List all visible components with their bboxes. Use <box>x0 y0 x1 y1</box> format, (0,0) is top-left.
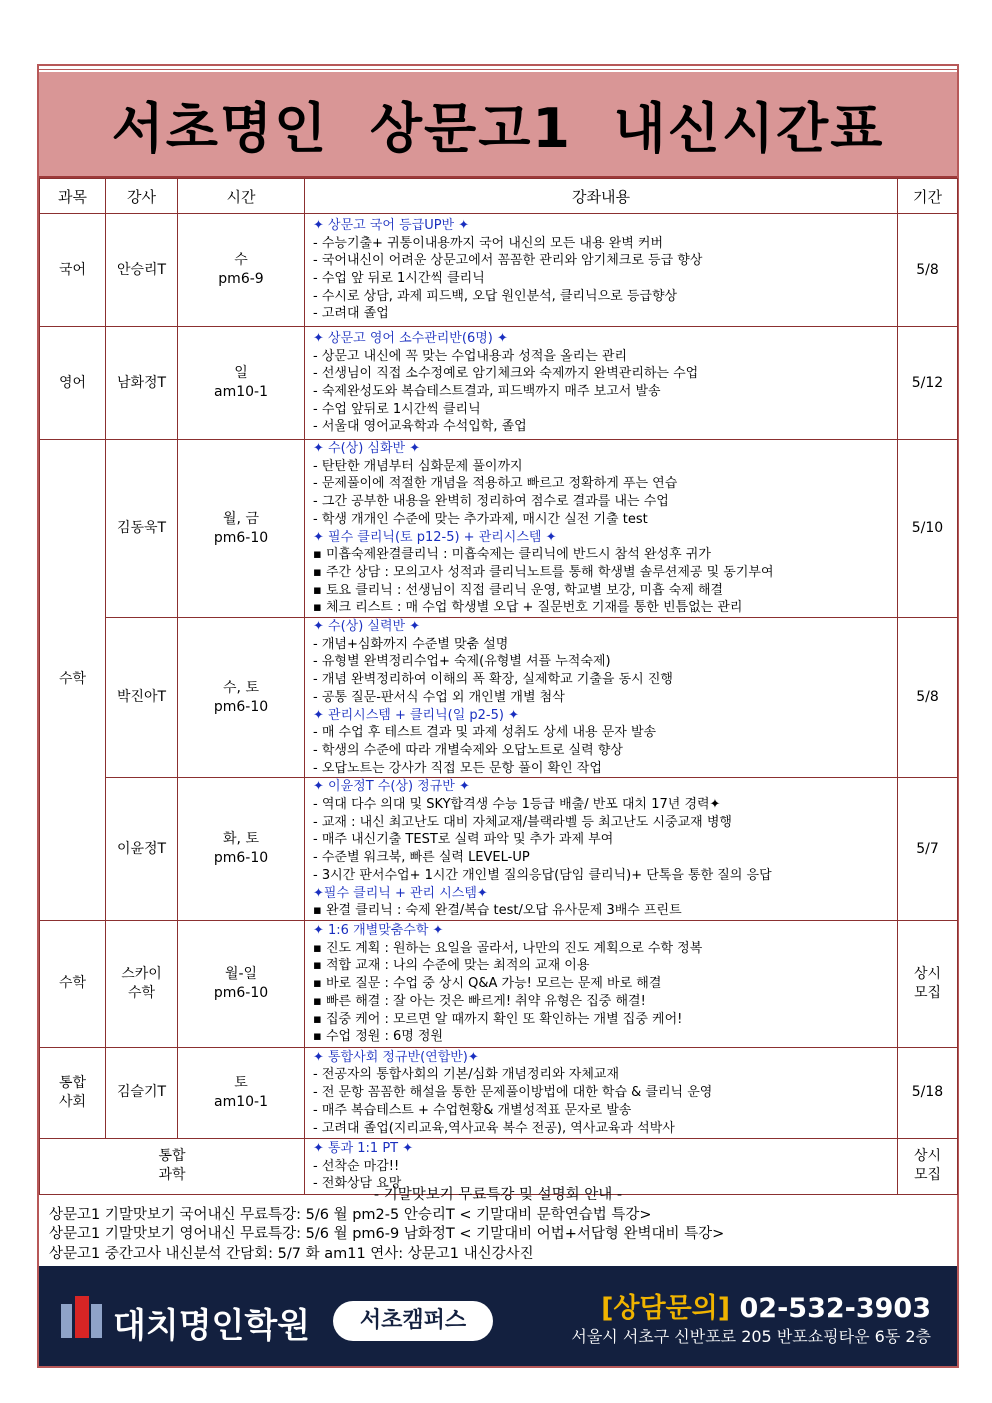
header-time: 시간 <box>178 179 305 214</box>
course-heading: ✦ 상문고 국어 등급UP반 ✦ <box>313 217 470 233</box>
teacher-cell: 이윤정T <box>106 778 178 921</box>
course-line: ▪ 체크 리스트 : 매 수업 학생별 오답 + 질문번호 기재를 통한 빈틈없는 관리 <box>313 600 743 616</box>
time-hours: am10-1 <box>214 1093 268 1110</box>
guide-line: 상문고1 중간고사 내신분석 간담회: 5/7 화 am11 연사: 상문고1 내신강사진 <box>49 1245 534 1262</box>
course-heading: ✦ 수(상) 심화반 ✦ <box>313 441 421 456</box>
header-row <box>40 179 958 214</box>
course-line: - 개념+심화까지 수준별 맞춤 설명 <box>313 636 509 652</box>
academy-name: 대치명인학원 <box>113 1306 311 1346</box>
academy-logo-icon <box>61 1296 101 1338</box>
subject-line: 통합 <box>58 1074 87 1091</box>
title-text: 서초명인 상문고1 내신시간표 <box>111 96 885 160</box>
period-cell: 5/10 <box>898 440 958 618</box>
table-row <box>40 618 958 778</box>
header-teacher: 강사 <box>106 179 178 214</box>
course-content <box>305 1047 898 1138</box>
course-line: - 수업 앞 뒤로 1시간씩 클리닉 <box>313 271 485 286</box>
time-day: 수, 토 <box>223 679 259 696</box>
course-content <box>305 618 898 778</box>
course-line: - 고려대 졸업 <box>313 306 389 322</box>
subject-cell <box>40 1047 106 1138</box>
header-content: 강좌내용 <box>305 179 898 214</box>
course-line: - 학생의 수준에 따라 개별숙제와 오답노트로 실력 향상 <box>313 742 623 758</box>
time-hours: pm6-10 <box>213 529 269 546</box>
course-line: ▪ 빠른 해결 : 잘 아는 것은 빠르게! 취약 유형은 집중 해결! <box>313 993 646 1009</box>
time-cell <box>178 778 305 921</box>
teacher-cell: 안승리T <box>106 214 178 327</box>
teacher-cell <box>106 920 178 1047</box>
course-line: - 고려대 졸업(지리교육,역사교육 복수 전공), 역사교육과 석박사 <box>313 1120 675 1136</box>
time-day: 월-일 <box>224 965 258 982</box>
course-line: - 매주 복습테스트 + 수업현황& 개별성적표 문자로 발송 <box>313 1102 632 1118</box>
course-line: ▪ 집중 케어 : 모르면 알 때까지 확인 또 확인하는 개별 집중 케어! <box>313 1011 683 1027</box>
page-title <box>39 72 957 178</box>
course-line: ▪ 토요 클리닉 : 선생님이 직접 클리닉 운영, 학교별 보강, 미흡 숙제 해결 <box>313 582 724 598</box>
course-line: - 전공자의 통합사회의 기본/심화 개념정리와 자체교재 <box>313 1067 620 1083</box>
course-line: ▪ 적합 교재 : 나의 수준에 맞는 최적의 교재 이용 <box>313 958 590 974</box>
time-hours: pm6-9 <box>218 271 264 287</box>
course-line: - 국어내신이 어려운 상문고에서 꼼꼼한 관리와 암기체크로 등급 향상 <box>313 253 703 269</box>
course-line: - 선착순 마감!! <box>313 1158 400 1174</box>
teacher-cell: 김동욱T <box>106 440 178 618</box>
course-line: - 학생 개개인 수준에 맞는 추가과제, 매시간 실전 기출 test <box>313 511 648 527</box>
teacher-name-line: 수학 <box>127 984 156 1001</box>
course-content <box>305 327 898 440</box>
time-hours: pm6-10 <box>213 850 269 867</box>
subject-cell: 국어 <box>40 214 106 327</box>
course-line: - 개념 완벽정리하여 이해의 폭 확장, 실제학교 기출을 동시 진행 <box>313 672 673 688</box>
teacher-cell: 김슬기T <box>106 1047 178 1138</box>
course-line: - 선생님이 직접 소수정예로 암기체크와 숙제까지 완벽관리하는 수업 <box>313 366 699 382</box>
course-line: ▪ 주간 상담 : 모의고사 성적과 클리닉노트를 통해 학생별 솔루션제공 및 동기부여 <box>313 564 774 580</box>
course-line: - 수능기출+ 귀통이내용까지 국어 내신의 모든 내용 완벽 커버 <box>313 235 664 251</box>
contact-info <box>601 1286 931 1325</box>
course-line: - 3시간 판서수업+ 1시간 개인별 질의응답(담임 클리닉)+ 단톡을 통한 질의 응답 <box>313 867 772 883</box>
course-line: ▪ 미흡숙제완결클리닉 : 미흡숙제는 클리닉에 반드시 참석 완성후 귀가 <box>313 547 711 563</box>
course-heading: ✦ 관리시스템 + 클리닉(일 p2-5) ✦ <box>313 707 519 723</box>
course-line: ▪ 완결 클리닉 : 숙제 완결/복습 test/오답 유사문제 3배수 프린트 <box>313 903 682 919</box>
time-cell <box>178 618 305 778</box>
course-line: - 공통 질문-판서식 수업 외 개인별 개별 첨삭 <box>313 689 565 705</box>
course-line: - 수시로 상담, 과제 피드백, 오답 원인분석, 클리닉으로 등급향상 <box>313 288 678 304</box>
period-cell: 5/8 <box>898 214 958 327</box>
time-cell <box>178 214 305 327</box>
header-period: 기간 <box>898 179 958 214</box>
subject-cell: 수학 <box>40 920 106 1047</box>
guide-line: 상문고1 기말맛보기 영어내신 무료특강: 5/6 월 pm6-9 남화정T < 기말대비 어법+서답형 완벽대비 특강> <box>49 1226 725 1242</box>
course-heading: ✦ 이윤정T 수(상) 정규반 ✦ <box>313 779 470 795</box>
period-line: 상시 <box>913 965 942 982</box>
course-line: - 역대 다수 의대 및 SKY합격생 수능 1등급 배출/ 반포 대치 17년 경력✦ <box>313 797 721 813</box>
subject-cell: 영어 <box>40 327 106 440</box>
course-heading: ✦ 상문고 영어 소수관리반(6명) ✦ <box>313 330 508 346</box>
period-cell: 5/8 <box>898 618 958 778</box>
course-line: - 그간 공부한 내용을 완벽히 정리하여 점수로 결과를 내는 수업 <box>313 494 669 510</box>
time-cell <box>178 327 305 440</box>
time-hours: pm6-10 <box>213 698 269 715</box>
course-line: - 탄탄한 개념부터 심화문제 풀이까지 <box>313 458 523 474</box>
period-line: 모집 <box>913 984 942 1001</box>
period-cell: 5/18 <box>898 1047 958 1138</box>
course-line: - 수업 앞뒤로 1시간씩 클리닉 <box>313 401 481 417</box>
guide-line: 상문고1 기말맛보기 국어내신 무료특강: 5/6 월 pm2-5 안승리T < 기말대비 문학연습법 특강> <box>49 1206 652 1223</box>
course-line: - 전화상담 요망 <box>313 1176 402 1192</box>
footer-banner <box>39 1266 957 1366</box>
course-heading: ✦ 1:6 개별맞춤수학 ✦ <box>313 923 444 939</box>
course-content <box>305 778 898 921</box>
period-line: 상시 <box>913 1148 942 1165</box>
course-line: - 문제풀이에 적절한 개념을 적용하고 빠르고 정확하게 푸는 연습 <box>313 476 678 492</box>
course-line: - 숙제완성도와 복습테스트결과, 피드백까지 매주 보고서 발송 <box>313 384 661 399</box>
period-cell <box>898 920 958 1047</box>
teacher-cell: 남화정T <box>106 327 178 440</box>
contact-label: [상담문의] <box>601 1293 731 1324</box>
course-heading: ✦ 필수 클리닉(토 p12-5) + 관리시스템 ✦ <box>313 529 557 545</box>
table-row <box>40 214 958 327</box>
table-row <box>40 440 958 618</box>
subject-line: 통합 <box>158 1148 186 1165</box>
course-heading: ✦ 수(상) 실력반 ✦ <box>313 619 421 635</box>
period-line: 모집 <box>913 1167 942 1184</box>
course-line: ▪ 진도 계획 : 원하는 요일을 골라서, 나만의 진도 계획으로 수학 정복 <box>313 940 703 956</box>
time-day: 화, 토 <box>223 831 259 848</box>
course-line: - 오답노트는 강사가 직접 모든 문항 풀이 확인 작업 <box>313 760 602 776</box>
course-content <box>305 214 898 327</box>
seminar-guide <box>39 1186 957 1265</box>
course-line: - 수준별 워크북, 빠른 실력 LEVEL-UP <box>313 850 530 866</box>
course-content <box>305 920 898 1047</box>
guide-heading: - 기말맛보기 무료특강 및 설명회 안내 - <box>373 1187 623 1203</box>
teacher-cell: 박진아T <box>106 618 178 778</box>
time-day: 일 <box>234 365 248 381</box>
course-line: - 교재 : 내신 최고난도 대비 자체교재/블랙라벨 등 최고난도 시중교재 병행 <box>313 814 732 830</box>
period-cell: 5/7 <box>898 778 958 921</box>
header-subject: 과목 <box>40 179 106 214</box>
teacher-name-line: 스카이 <box>121 965 162 982</box>
course-content <box>305 440 898 618</box>
time-cell <box>178 1047 305 1138</box>
table-row <box>40 778 958 921</box>
period-cell: 5/12 <box>898 327 958 440</box>
time-hours: am10-1 <box>214 384 268 400</box>
course-line: - 상문고 내신에 꼭 맞는 수업내용과 성적을 올리는 관리 <box>313 348 628 364</box>
subject-line: 과학 <box>158 1167 186 1184</box>
course-line: - 매 수업 후 테스트 결과 및 과제 성취도 상세 내용 문자 발송 <box>313 725 657 741</box>
course-line: - 서울대 영어교육학과 수석입학, 졸업 <box>313 419 527 435</box>
time-hours: pm6-10 <box>213 984 269 1001</box>
course-heading: ✦ 통과 1:1 PT ✦ <box>313 1140 414 1156</box>
phone-number[interactable]: 02-532-3903 <box>739 1293 931 1324</box>
subject-line: 사회 <box>58 1093 87 1110</box>
campus-badge: 서초캠퍼스 <box>333 1301 493 1341</box>
table-row <box>40 327 958 440</box>
subject-cell: 수학 <box>40 440 106 921</box>
course-line: ▪ 바로 질문 : 수업 중 상시 Q&A 가능! 모르는 문제 바로 해결 <box>313 976 662 992</box>
time-day: 월, 금 <box>223 510 259 527</box>
time-day: 토 <box>234 1074 248 1091</box>
course-heading: ✦ 통합사회 정규반(연합반)✦ <box>313 1049 479 1065</box>
time-cell <box>178 440 305 618</box>
time-day: 수 <box>234 252 248 268</box>
course-line: - 유형별 완벽정리수업+ 숙제(유형별 셔플 누적숙제) <box>313 654 611 670</box>
table-row <box>40 920 958 1047</box>
course-heading: ✦필수 클리닉 + 관리 시스템✦ <box>313 885 488 901</box>
course-line: ▪ 수업 정원 : 6명 정원 <box>313 1029 444 1045</box>
course-line: - 전 문항 꼼꼼한 해설을 통한 문제풀이방법에 대한 학습 & 클리닉 운영 <box>313 1085 713 1101</box>
time-cell <box>178 920 305 1047</box>
address: 서울시 서초구 신반포로 205 반포쇼핑타운 6동 2층 <box>571 1327 931 1346</box>
course-line: - 매주 내신기출 TEST로 실력 파악 및 추가 과제 부여 <box>313 832 614 848</box>
timetable <box>39 178 958 1195</box>
table-row <box>40 1047 958 1138</box>
